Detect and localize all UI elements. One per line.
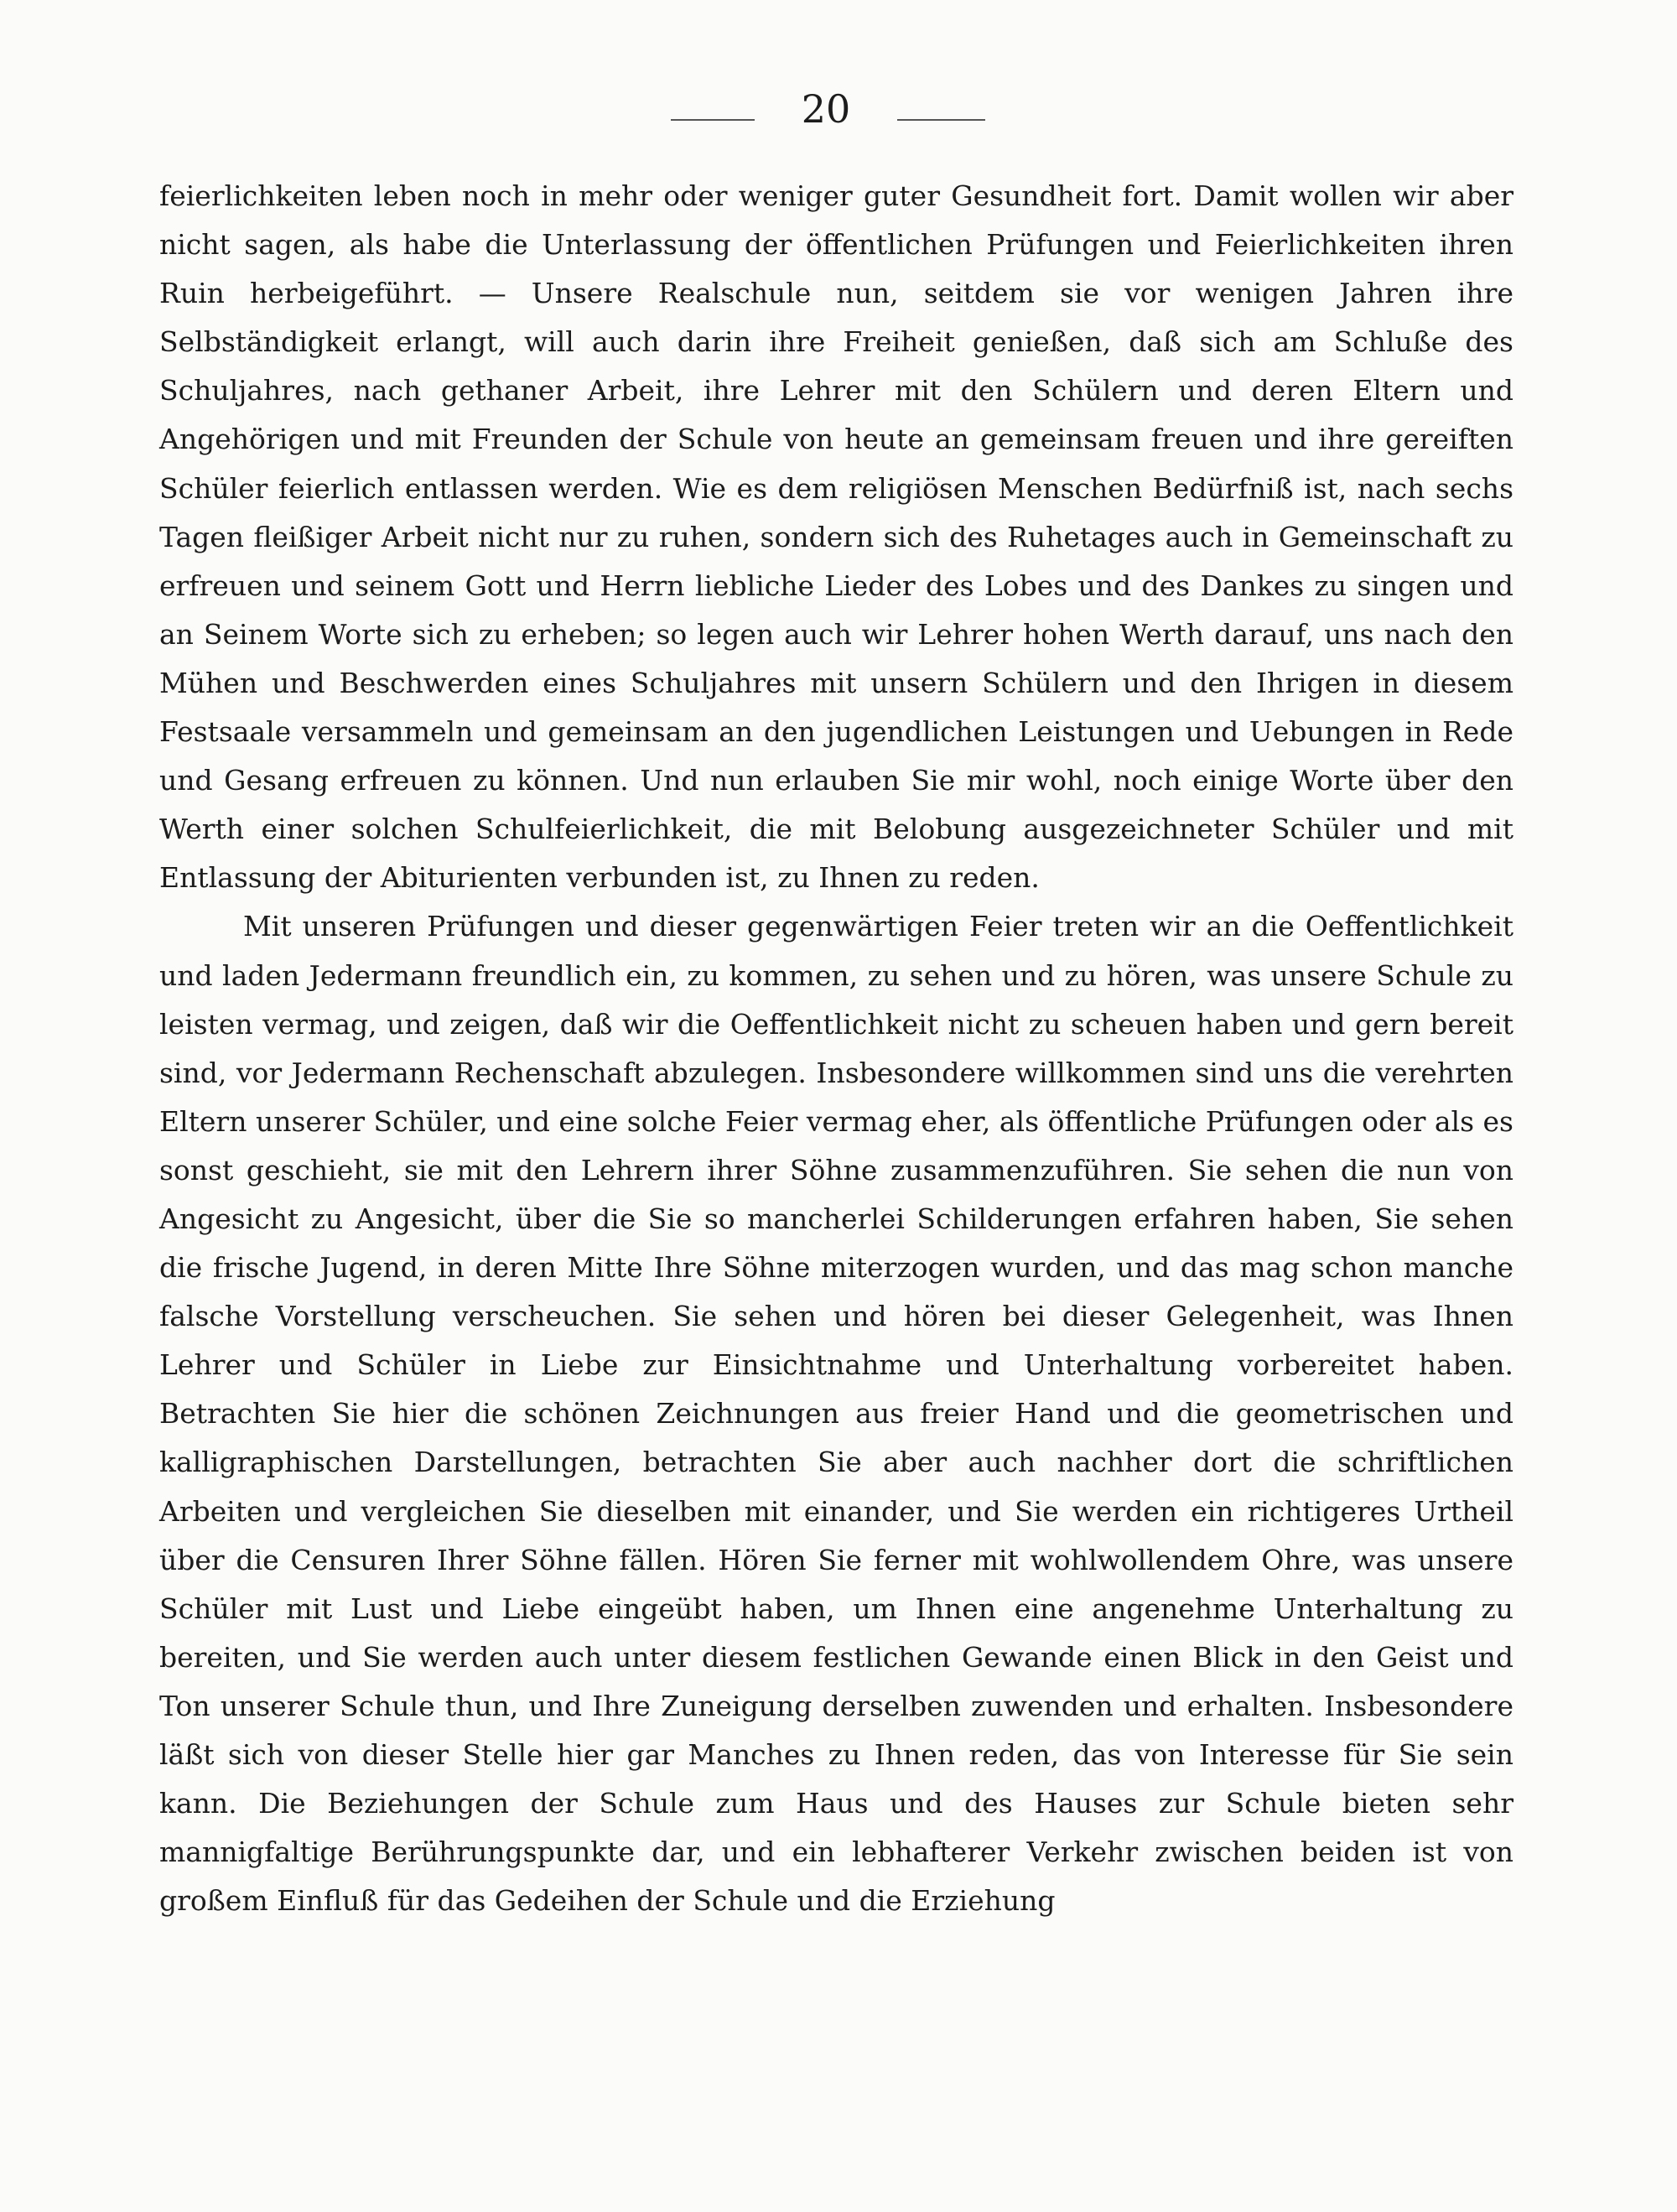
paragraph-continued: feierlichkeiten leben noch in mehr oder weniger guter Gesundheit fort. Damit wollen wir aber nicht sagen, als habe die Unterlassung der öffentlichen Prüfungen und Feierlichkeiten ihren Ruin herbeigeführt. — Unsere Realschule nun, seitdem sie vor wenigen Jahren ihre Selbständigkeit erlangt, will auch darin ihre Freiheit genießen, daß sich am Schluße des Schuljahres, nach gethaner Arbeit, ihre Lehrer mit den Schülern und deren Eltern und Angehörigen und mit Freunden der Schule von heute an gemeinsam freuen und ihre gereiften Schüler feierlich entlassen werden. Wie es dem religiösen Menschen Bedürfniß ist, nach sechs Tagen fleißiger Arbeit nicht nur zu ruhen, sondern sich des Ruhetages auch in Gemeinschaft zu erfreuen und seinem Gott und Herrn liebliche Lieder des Lobes und des Dankes zu singen und an Seinem Worte sich zu erheben; so legen auch wir Lehrer hohen Werth darauf, uns nach den Mühen und Beschwerden eines Schuljahres mit unsern Schülern und den Ihrigen in diesem Festsaale versammeln und gemeinsam an den jugendlichen Leistungen und Uebungen in Rede und Gesang erfreuen zu können. Und nun erlauben Sie mir wohl, noch einige Worte über den Werth einer solchen Schulfeierlichkeit, die mit Belobung ausgezeichneter Schüler und mit Entlassung der Abiturienten verbunden ist, zu Ihnen zu reden. [159, 179, 1513, 895]
paragraph-public-celebration: Mit unseren Prüfungen und dieser gegenwärtigen Feier treten wir an die Oeffentlichkeit und laden Jedermann freundlich ein, zu kommen, zu sehen und zu hören, was unsere Schule zu leisten vermag, und zeigen, daß wir die Oeffentlichkeit nicht zu scheuen haben und gern bereit sind, vor Jedermann Rechenschaft abzulegen. Insbesondere willkommen sind uns die verehrten Eltern unserer Schüler, und eine solche Feier vermag eher, als öffentliche Prüfungen oder als es sonst geschieht, sie mit den Lehrern ihrer Söhne zusammenzuführen. Sie sehen die nun von Angesicht zu Angesicht, über die Sie so mancherlei Schilderungen erfahren haben, Sie sehen die frische Jugend, in deren Mitte Ihre Söhne miterzogen wurden, und das mag schon manche falsche Vorstellung verscheuchen. Sie sehen und hören bei dieser Gelegenheit, was Ihnen Lehrer und Schüler in Liebe zur Einsichtnahme und Unterhaltung vorbereitet haben. Betrachten Sie hier die schönen Zeichnungen aus freier Hand und die geometrischen und kalligraphischen Darstellungen, betrachten Sie aber auch nachher dort die schriftlichen Arbeiten und vergleichen Sie dieselben mit einander, und Sie werden ein richtigeres Urtheil über die Censuren Ihrer Söhne fällen. Hören Sie ferner mit wohlwollendem Ohre, was unsere Schüler mit Lust und Liebe eingeübt haben, um Ihnen eine angenehme Unterhaltung zu bereiten, und Sie werden auch unter diesem festlichen Gewande einen Blick in den Geist und Ton unserer Schule thun, und Ihre Zuneigung derselben zuwenden und erhalten. Insbesondere läßt sich von dieser Stelle hier gar Manches zu Ihnen reden, das von Interesse für Sie sein kann. Die Beziehungen der Schule zum Haus und des Hauses zur Schule bieten sehr mannigfaltige Berührungspunkte dar, und ein lebhafterer Verkehr zwischen beiden ist von großem Einfluß für das Gedeihen der Schule und die Erziehung [159, 910, 1513, 1918]
text-body [159, 172, 1513, 1925]
page-number: 20 [801, 86, 851, 132]
header-rule-right [897, 119, 985, 121]
page-header [0, 84, 1677, 134]
header-rule-left [671, 119, 755, 121]
